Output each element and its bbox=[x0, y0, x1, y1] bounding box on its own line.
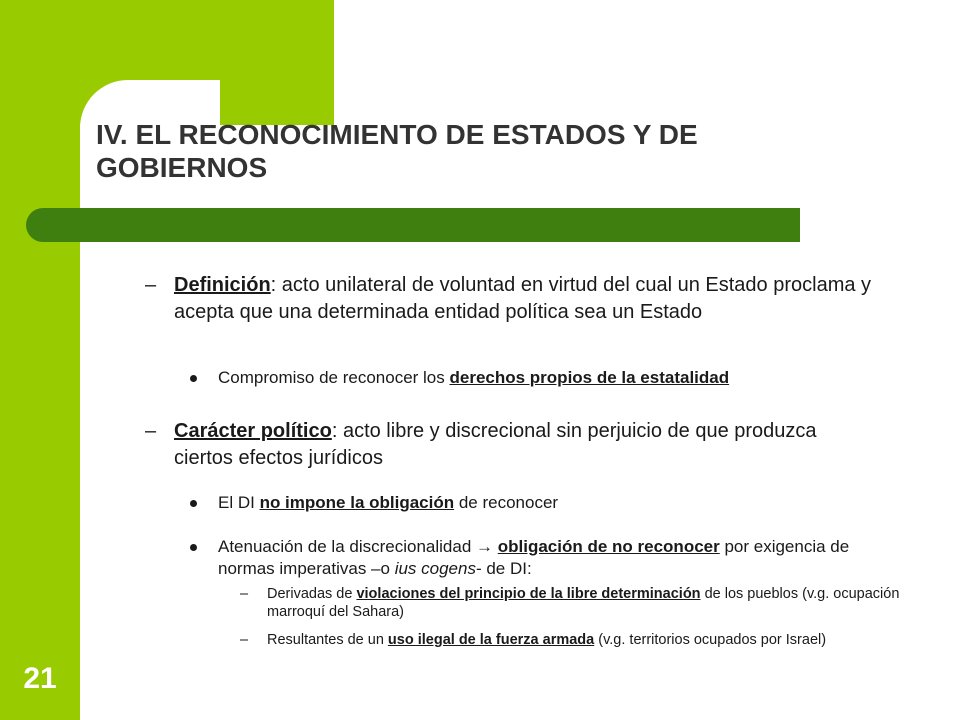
text-post: por exigencia de normas imperativas –o bbox=[218, 537, 850, 578]
subbullet-text bbox=[218, 492, 890, 514]
emphasis-libre-determinacion: violaciones del principio de la libre determinación bbox=[356, 586, 701, 602]
bullet-caracter-politico bbox=[145, 418, 875, 472]
term-caracter-politico: Carácter político bbox=[174, 420, 332, 442]
text-post: de los pueblos (v.g. ocupación marroquí del Sahara) bbox=[267, 586, 900, 620]
emphasis-obligacion: obligación de no reconocer bbox=[497, 537, 720, 556]
arrow-right-icon: → bbox=[476, 537, 494, 556]
emphasis-no-impone: no impone la obligación bbox=[259, 493, 455, 512]
text-pre: Atenuación de la discrecionalidad bbox=[218, 537, 477, 556]
dash-marker: – bbox=[240, 632, 249, 648]
text-pre: Derivadas de bbox=[267, 586, 357, 602]
text-post2: - de DI: bbox=[475, 559, 532, 578]
bullet-dot bbox=[190, 500, 197, 507]
bullet-dot bbox=[190, 375, 197, 382]
slide-number: 21 bbox=[23, 662, 57, 695]
term-definicion: Definición bbox=[174, 274, 271, 296]
dash-marker: – bbox=[145, 274, 157, 296]
emphasis-derechos: derechos propios de la estatalidad bbox=[449, 368, 730, 387]
ius-cogens-italic: ius cogens bbox=[394, 559, 476, 578]
definition-text: acto unilateral de voluntad en virtud del cual un Estado proclama y acepta que una determinada entidad política sea un Estado bbox=[174, 274, 872, 323]
subsub-derivadas bbox=[240, 585, 900, 621]
bullet-text bbox=[174, 272, 875, 326]
bullet-dot bbox=[190, 544, 197, 551]
text-pre: El DI bbox=[218, 493, 260, 512]
bullet-text bbox=[174, 418, 875, 472]
colon: : bbox=[331, 420, 338, 442]
subbullet-text bbox=[218, 536, 890, 580]
dash-marker: – bbox=[240, 586, 249, 602]
text-post: (v.g. territorios ocupados por Israel) bbox=[594, 632, 827, 648]
subsub-text bbox=[267, 631, 900, 649]
text-pre: Compromiso de reconocer los bbox=[218, 368, 450, 387]
text-pre: Resultantes de un bbox=[267, 632, 388, 648]
bullet-definicion bbox=[145, 272, 875, 326]
emphasis-fuerza-armada: uso ilegal de la fuerza armada bbox=[387, 632, 595, 648]
slide-title: IV. EL RECONOCIMIENTO DE ESTADOS Y DE GOBIERNOS bbox=[96, 119, 698, 183]
subsub-resultantes bbox=[240, 631, 900, 649]
caracter-text: acto libre y discrecional sin perjuicio de que produzca ciertos efectos jurídicos bbox=[174, 420, 817, 469]
subbullet-atenuacion bbox=[190, 536, 890, 580]
colon: : bbox=[270, 274, 277, 296]
subbullet-compromiso bbox=[190, 367, 890, 389]
subbullet-text bbox=[218, 367, 890, 389]
dash-marker: – bbox=[145, 420, 157, 442]
subsub-text bbox=[267, 585, 900, 621]
text-post: de reconocer bbox=[454, 493, 559, 512]
subbullet-no-impone bbox=[190, 492, 890, 514]
